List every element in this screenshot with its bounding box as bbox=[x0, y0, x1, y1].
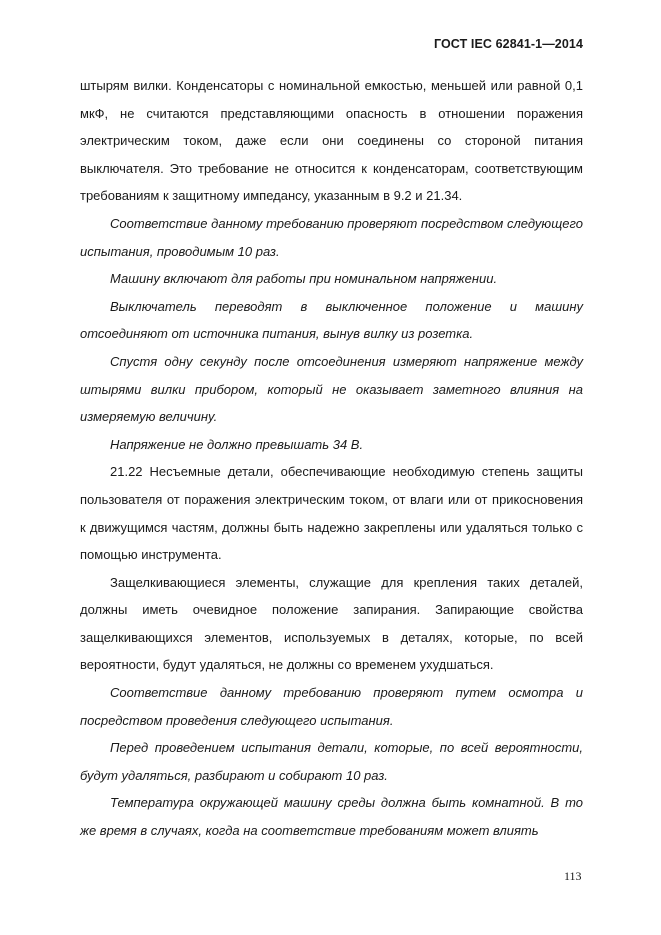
paragraph-1: штырям вилки. Конденсаторы с номинальной емкостью, меньшей или равной 0,1 мкФ, не считаются представляющими опасность в отношении поражения электрическим током, даже если они соединены со стороной питания выключателя. Это требование не относится к конденсаторам, соответствующим требованиям к защитному импедансу, указанным в 9.2 и 21.34. bbox=[80, 78, 583, 204]
paragraph-7-clause-21-22: 21.22 Несъемные детали, обеспечивающие необходимую степень защиты пользователя от поражения электрическим током, от влаги или от прикосновения к движущимся частям, должны быть надежно закреплены или удаляться только с помощью инструмента. bbox=[80, 464, 583, 563]
paragraph-4: Выключатель переводят в выключенное положение и машину отсоединяют от источника питания, вынув вилку из розетка. bbox=[80, 298, 583, 342]
paragraph-6: Напряжение не должно превышать 34 В. bbox=[110, 436, 364, 452]
page-number: 113 bbox=[564, 869, 582, 883]
paragraph-10: Перед проведением испытания детали, которые, по всей вероятности, будут удаляться, разбирают и собирают 10 раз. bbox=[80, 740, 583, 783]
standard-code-header: ГОСТ IEC 62841-1—2014 bbox=[433, 37, 583, 51]
paragraph-2: Соответствие данному требованию проверяют посредством следующего испытания, проводимым 10 раз. bbox=[80, 215, 583, 259]
paragraph-8: Защелкивающиеся элементы, служащие для крепления таких деталей, должны иметь очевидное положение запирания. Запирающие свойства защелкивающихся элементов, используемых в деталях, которые, по всей вероятности, будут удаляться, не должны со временем ухудшаться. bbox=[80, 574, 583, 673]
paragraph-3: Машину включают для работы при номинальном напряжении. bbox=[110, 271, 498, 287]
paragraph-11: Температура окружающей машину среды должна быть комнатной. В то же время в случаях, когда на соответствие требованиям может влиять bbox=[80, 795, 583, 839]
paragraph-5: Спустя одну секунду после отсоединения измеряют напряжение между штырями вилки прибором, который не оказывает заметного влияния на измеряемую величину. bbox=[80, 353, 583, 425]
document-body bbox=[80, 72, 583, 845]
paragraph-9: Соответствие данному требованию проверяют путем осмотра и посредством проведения следующего испытания. bbox=[80, 685, 583, 728]
